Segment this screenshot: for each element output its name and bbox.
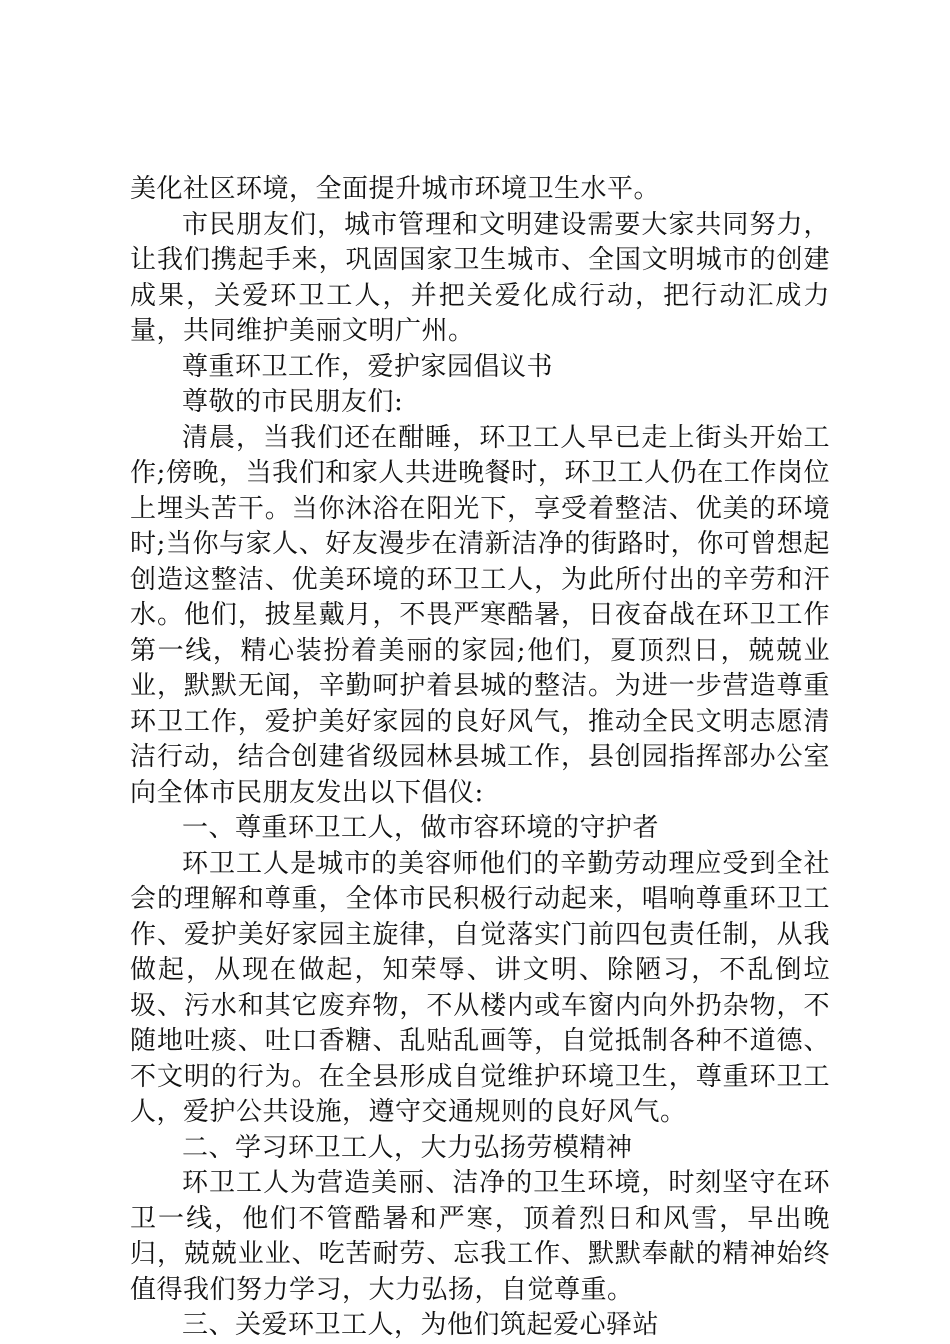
salutation: 尊敬的市民朋友们: [182, 387, 404, 417]
proposal-title: 尊重环卫工作，爱护家园倡议书 [182, 351, 554, 382]
section-body-1: 环卫工人是城市的美容师他们的辛勤劳动理应受到全社会的理解和尊重，全体市民积极行动起来，唱响尊重环卫工作、爱护美好家园主旋律，自觉落实门前四包责任制，从我做起，从现在做起，知荣辱、讲文明、除陋习，不乱倒垃圾、污水和其它废弃物，不从楼内或车窗内向外扔杂物，不随地吐痰、吐口香糖、乱贴乱画等，自觉抵制各种不道德、不文明的行为。在全县形成自觉维护环境卫生，尊重环卫工人，爱护公共设施，遵守交通规则的良好风气。 [130, 848, 830, 1127]
document-body [130, 172, 830, 1344]
paragraph-1: 美化社区环境，全面提升城市环境卫生水平。 [130, 174, 661, 204]
section-heading-1: 一、尊重环卫工人，做市容环境的守护者 [182, 813, 660, 843]
section-heading-2: 二、学习环卫工人，大力弘扬劳模精神 [182, 1132, 633, 1163]
section-heading-3: 三、关爱环卫工人，为他们筑起爱心驿站 [182, 1310, 660, 1340]
section-body-2: 环卫工人为营造美丽、洁净的卫生环境，时刻坚守在环卫一线，他们不管酷暑和严寒，顶着烈日和风雪，早出晚归，兢兢业业、吃苦耐劳、忘我工作、默默奉献的精神始终值得我们努力学习，大力弘扬，自觉尊重。 [130, 1168, 830, 1305]
paragraph-intro: 清晨，当我们还在酣睡，环卫工人早已走上街头开始工作;傍晚，当我们和家人共进晚餐时，环卫工人仍在工作岗位上埋头苦干。当你沐浴在阳光下，享受着整洁、优美的环境时;当你与家人、好友漫步在清新洁净的街路时，你可曾想起创造这整洁、优美环境的环卫工人，为此所付出的辛劳和汗水。他们，披星戴月，不畏严寒酷暑，日夜奋战在环卫工作第一线，精心装扮着美丽的家园;他们，夏顶烈日，兢兢业业，默默无闻，辛勤呵护着县城的整洁。为进一步营造尊重环卫工作，爱护美好家园的良好风气，推动全民文明志愿清洁行动，结合创建省级园林县城工作，县创园指挥部办公室向全体市民朋友发出以下倡仪: [130, 422, 830, 808]
paragraph-2: 市民朋友们，城市管理和文明建设需要大家共同努力，让我们携起手来，巩固国家卫生城市、全国文明城市的创建成果，关爱环卫工人，并把关爱化成行动，把行动汇成力量，共同维护美丽文明广州。 [130, 209, 830, 346]
